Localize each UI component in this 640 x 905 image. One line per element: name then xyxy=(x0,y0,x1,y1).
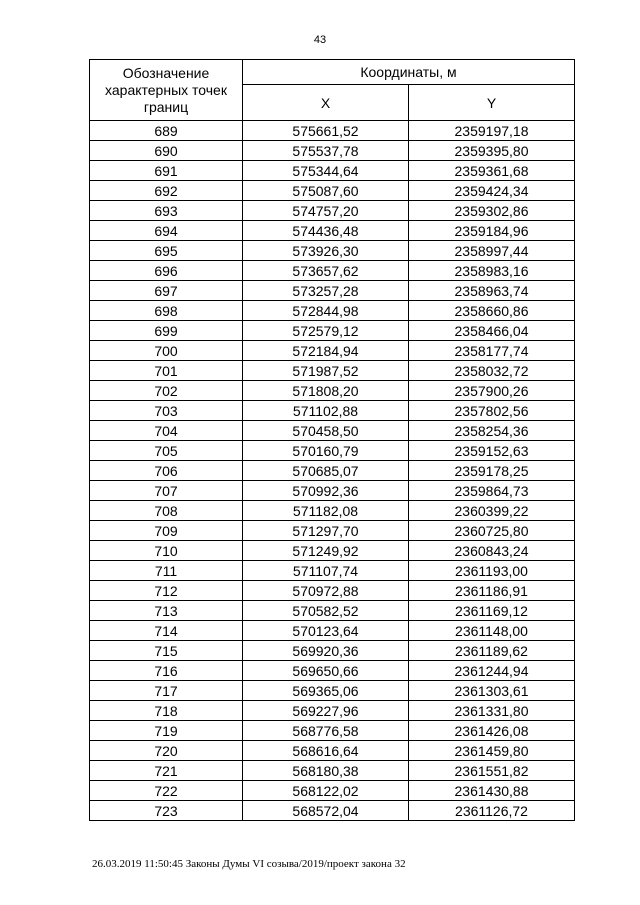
cell-y: 2361430,88 xyxy=(409,781,575,801)
cell-x: 570685,07 xyxy=(243,461,409,481)
cell-point: 695 xyxy=(90,241,243,261)
cell-x: 575661,52 xyxy=(243,121,409,141)
cell-x: 570160,79 xyxy=(243,441,409,461)
cell-x: 570123,64 xyxy=(243,621,409,641)
cell-y: 2361331,80 xyxy=(409,701,575,721)
table-row xyxy=(90,681,575,701)
cell-point: 722 xyxy=(90,781,243,801)
cell-x: 568776,58 xyxy=(243,721,409,741)
cell-y: 2361244,94 xyxy=(409,661,575,681)
cell-y: 2359184,96 xyxy=(409,221,575,241)
table-row xyxy=(90,421,575,441)
cell-y: 2361148,00 xyxy=(409,621,575,641)
cell-y: 2361303,61 xyxy=(409,681,575,701)
cell-y: 2359864,73 xyxy=(409,481,575,501)
cell-point: 701 xyxy=(90,361,243,381)
cell-point: 710 xyxy=(90,541,243,561)
coordinates-table xyxy=(89,59,575,821)
cell-x: 569227,96 xyxy=(243,701,409,721)
page-number: 43 xyxy=(313,34,327,46)
cell-y: 2361551,82 xyxy=(409,761,575,781)
cell-y: 2358983,16 xyxy=(409,261,575,281)
cell-y: 2361126,72 xyxy=(409,801,575,821)
table-row xyxy=(90,361,575,381)
cell-x: 571297,70 xyxy=(243,521,409,541)
table-row xyxy=(90,261,575,281)
cell-y: 2359197,18 xyxy=(409,121,575,141)
cell-point: 689 xyxy=(90,121,243,141)
table-row xyxy=(90,181,575,201)
cell-point: 706 xyxy=(90,461,243,481)
cell-y: 2358660,86 xyxy=(409,301,575,321)
cell-x: 572184,94 xyxy=(243,341,409,361)
table-row xyxy=(90,781,575,801)
table-row xyxy=(90,221,575,241)
cell-point: 705 xyxy=(90,441,243,461)
cell-x: 568180,38 xyxy=(243,761,409,781)
cell-x: 574436,48 xyxy=(243,221,409,241)
cell-x: 572579,12 xyxy=(243,321,409,341)
table-row xyxy=(90,441,575,461)
cell-point: 718 xyxy=(90,701,243,721)
cell-x: 570972,88 xyxy=(243,581,409,601)
table-row xyxy=(90,621,575,641)
cell-point: 692 xyxy=(90,181,243,201)
cell-x: 570582,52 xyxy=(243,601,409,621)
table-row xyxy=(90,601,575,621)
cell-x: 570458,50 xyxy=(243,421,409,441)
table-row xyxy=(90,701,575,721)
cell-y: 2361193,00 xyxy=(409,561,575,581)
cell-y: 2360399,22 xyxy=(409,501,575,521)
cell-y: 2358177,74 xyxy=(409,341,575,361)
cell-x: 571102,88 xyxy=(243,401,409,421)
table-row xyxy=(90,801,575,821)
cell-y: 2359302,86 xyxy=(409,201,575,221)
table-row xyxy=(90,241,575,261)
cell-x: 571182,08 xyxy=(243,501,409,521)
cell-x: 569365,06 xyxy=(243,681,409,701)
table-row xyxy=(90,321,575,341)
footer-stamp: 26.03.2019 11:50:45 Законы Думы VI созыва/2019/проект закона 32 xyxy=(92,858,406,870)
cell-point: 720 xyxy=(90,741,243,761)
cell-y: 2361189,62 xyxy=(409,641,575,661)
cell-x: 575537,78 xyxy=(243,141,409,161)
cell-point: 719 xyxy=(90,721,243,741)
table-row xyxy=(90,301,575,321)
cell-y: 2360725,80 xyxy=(409,521,575,541)
cell-point: 693 xyxy=(90,201,243,221)
cell-x: 571987,52 xyxy=(243,361,409,381)
table-row xyxy=(90,481,575,501)
table-row xyxy=(90,641,575,661)
cell-y: 2361186,91 xyxy=(409,581,575,601)
cell-point: 700 xyxy=(90,341,243,361)
cell-point: 708 xyxy=(90,501,243,521)
cell-point: 716 xyxy=(90,661,243,681)
cell-point: 698 xyxy=(90,301,243,321)
cell-x: 568572,04 xyxy=(243,801,409,821)
table-header xyxy=(90,60,575,121)
cell-point: 699 xyxy=(90,321,243,341)
table-row xyxy=(90,721,575,741)
table-row xyxy=(90,401,575,421)
cell-x: 575087,60 xyxy=(243,181,409,201)
cell-point: 712 xyxy=(90,581,243,601)
cell-y: 2358032,72 xyxy=(409,361,575,381)
header-designation: Обозначение характерных точек границ xyxy=(90,60,243,121)
table-row xyxy=(90,461,575,481)
table-row xyxy=(90,501,575,521)
cell-y: 2359152,63 xyxy=(409,441,575,461)
cell-x: 573657,62 xyxy=(243,261,409,281)
cell-x: 571808,20 xyxy=(243,381,409,401)
cell-point: 717 xyxy=(90,681,243,701)
cell-point: 691 xyxy=(90,161,243,181)
cell-point: 713 xyxy=(90,601,243,621)
cell-x: 573257,28 xyxy=(243,281,409,301)
table-row xyxy=(90,741,575,761)
cell-y: 2359361,68 xyxy=(409,161,575,181)
cell-x: 574757,20 xyxy=(243,201,409,221)
cell-y: 2360843,24 xyxy=(409,541,575,561)
cell-y: 2361459,80 xyxy=(409,741,575,761)
table-row xyxy=(90,661,575,681)
cell-x: 571107,74 xyxy=(243,561,409,581)
table-row xyxy=(90,161,575,181)
table-row xyxy=(90,201,575,221)
table-row xyxy=(90,561,575,581)
header-x: X xyxy=(243,85,409,121)
cell-x: 573926,30 xyxy=(243,241,409,261)
cell-y: 2359178,25 xyxy=(409,461,575,481)
cell-point: 721 xyxy=(90,761,243,781)
cell-point: 723 xyxy=(90,801,243,821)
cell-point: 694 xyxy=(90,221,243,241)
table-row xyxy=(90,141,575,161)
cell-point: 707 xyxy=(90,481,243,501)
cell-point: 709 xyxy=(90,521,243,541)
cell-point: 704 xyxy=(90,421,243,441)
cell-x: 575344,64 xyxy=(243,161,409,181)
table-body xyxy=(90,121,575,821)
cell-point: 714 xyxy=(90,621,243,641)
cell-point: 697 xyxy=(90,281,243,301)
cell-point: 702 xyxy=(90,381,243,401)
table-row xyxy=(90,381,575,401)
cell-y: 2357900,26 xyxy=(409,381,575,401)
table-row xyxy=(90,761,575,781)
cell-point: 690 xyxy=(90,141,243,161)
cell-x: 569650,66 xyxy=(243,661,409,681)
table-row xyxy=(90,121,575,141)
header-coordinates: Координаты, м xyxy=(243,60,575,85)
cell-x: 572844,98 xyxy=(243,301,409,321)
cell-point: 696 xyxy=(90,261,243,281)
cell-point: 711 xyxy=(90,561,243,581)
cell-y: 2358466,04 xyxy=(409,321,575,341)
table-row xyxy=(90,521,575,541)
cell-y: 2359424,34 xyxy=(409,181,575,201)
cell-y: 2359395,80 xyxy=(409,141,575,161)
cell-y: 2357802,56 xyxy=(409,401,575,421)
cell-y: 2358254,36 xyxy=(409,421,575,441)
cell-point: 715 xyxy=(90,641,243,661)
cell-y: 2358997,44 xyxy=(409,241,575,261)
cell-x: 568616,64 xyxy=(243,741,409,761)
cell-point: 703 xyxy=(90,401,243,421)
table-row xyxy=(90,281,575,301)
table-row xyxy=(90,341,575,361)
cell-x: 570992,36 xyxy=(243,481,409,501)
cell-x: 571249,92 xyxy=(243,541,409,561)
cell-y: 2358963,74 xyxy=(409,281,575,301)
cell-y: 2361169,12 xyxy=(409,601,575,621)
cell-x: 569920,36 xyxy=(243,641,409,661)
header-y: Y xyxy=(409,85,575,121)
cell-y: 2361426,08 xyxy=(409,721,575,741)
cell-x: 568122,02 xyxy=(243,781,409,801)
table-row xyxy=(90,541,575,561)
table-row xyxy=(90,581,575,601)
